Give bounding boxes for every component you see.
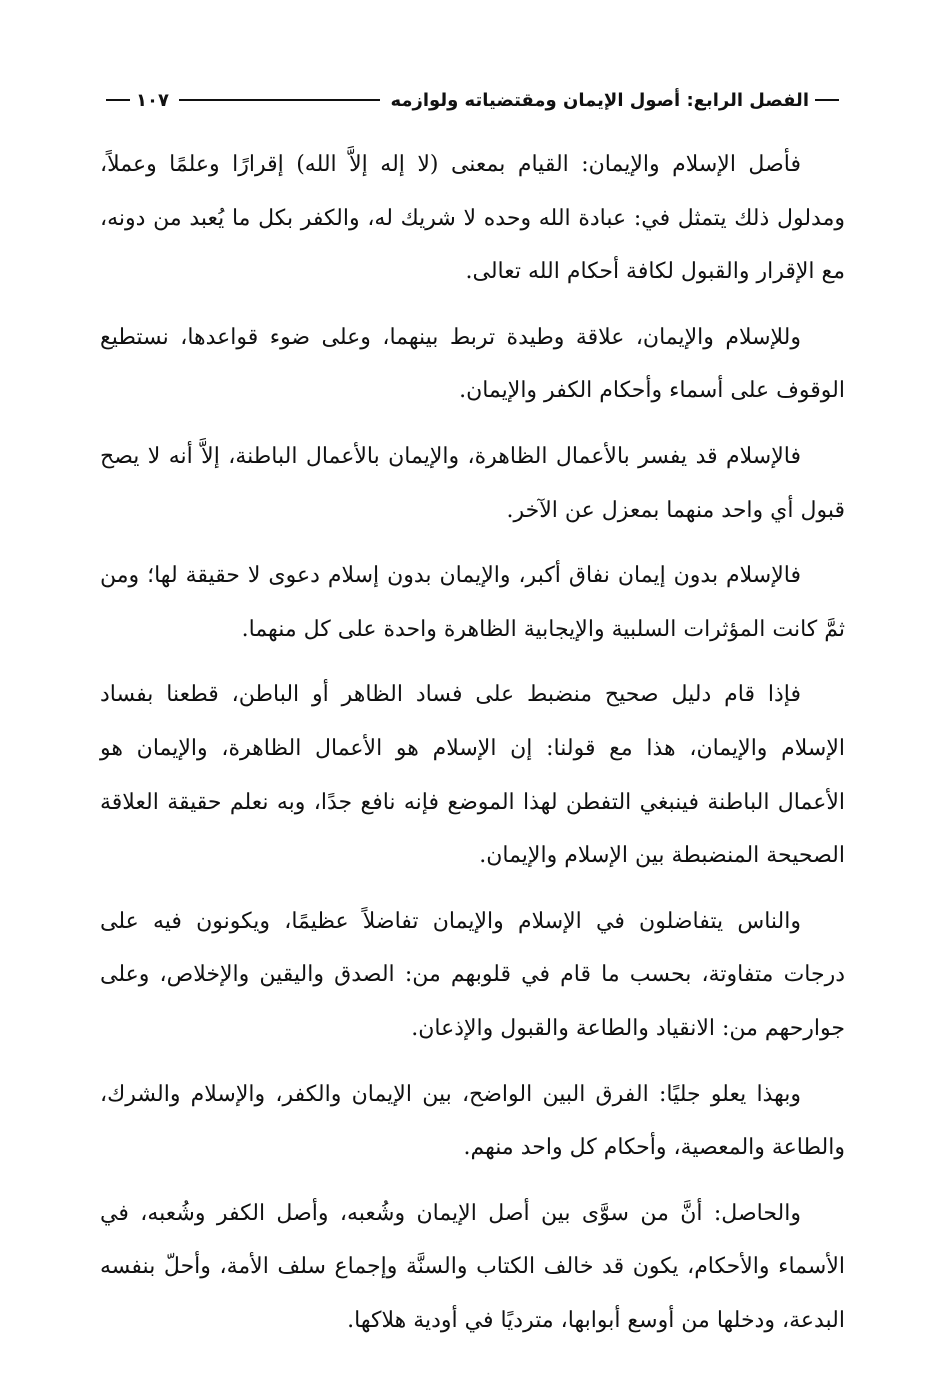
paragraph: فالإسلام قد يفسر بالأعمال الظاهرة، والإيمان بالأعمال الباطنة، إلاَّ أنه لا يصح قبول أي واحد منهما بمعزل عن الآخر.	[100, 443, 845, 523]
header-rule	[179, 99, 380, 101]
chapter-title: الفصل الرابع: أصول الإيمان ومقتضياته ولوازمه	[390, 89, 809, 111]
paragraph: وللإسلام والإيمان، علاقة وطيدة تربط بينهما، وعلى ضوء قواعدها، نستطيع الوقوف على أسماء وأحكام الكفر والإيمان.	[100, 324, 845, 404]
paragraph: فإذا قام دليل صحيح منضبط على فساد الظاهر أو الباطن، قطعنا بفساد الإسلام والإيمان، هذا مع قولنا: إن الإسلام هو الأعمال الظاهرة، والإيمان هو الأعمال الباطنة فينبغي التفطن لهذا الموضع فإنه نافع جدًا، وبه نعلم حقيقة العلاقة الصحيحة المنضبطة بين الإسلام والإيمان.	[100, 682, 845, 869]
running-header	[100, 82, 845, 118]
paragraph: والحاصل: أنَّ من سوَّى بين أصل الإيمان وشُعبه، وأصل الكفر وشُعبه، في الأسماء والأحكام، يكون قد خالف الكتاب والسنَّة وإجماع سلف الأمة، وأحلّ بنفسه البدعة، ودخلها من أوسع أبوابها، مترديًا في أودية هلاكها.	[100, 1200, 845, 1333]
header-dash-right	[815, 99, 839, 101]
paragraph: فأصل الإسلام والإيمان: القيام بمعنى (لا إله إلاَّ الله) إقرارًا وعلمًا وعملاً، ومدلول ذلك يتمثل في: عبادة الله وحده لا شريك له، والكفر بكل ما يُعبد من دونه، مع الإقرار والقبول لكافة أحكام الله تعالى.	[100, 152, 845, 285]
body-text	[100, 138, 845, 1359]
header-dash-left	[106, 99, 130, 101]
paragraph: وبهذا يعلو جليًا: الفرق البين الواضح، بين الإيمان والكفر، والإسلام والشرك، والطاعة والمعصية، وأحكام كل واحد منهم.	[100, 1081, 845, 1161]
page-number: ١٠٧	[136, 89, 169, 111]
paragraph: والناس يتفاضلون في الإسلام والإيمان تفاضلاً عظيمًا، ويكونون فيه على درجات متفاوتة، بحسب ما قام في قلوبهم من: الصدق واليقين والإخلاص، وعلى جوارحهم من: الانقياد والطاعة والقبول والإذعان.	[100, 908, 846, 1041]
paragraph: فالإسلام بدون إيمان نفاق أكبر، والإيمان بدون إسلام دعوى لا حقيقة لها؛ ومن ثمَّ كانت المؤثرات السلبية والإيجابية الظاهرة واحدة على كل منهما.	[100, 563, 845, 642]
